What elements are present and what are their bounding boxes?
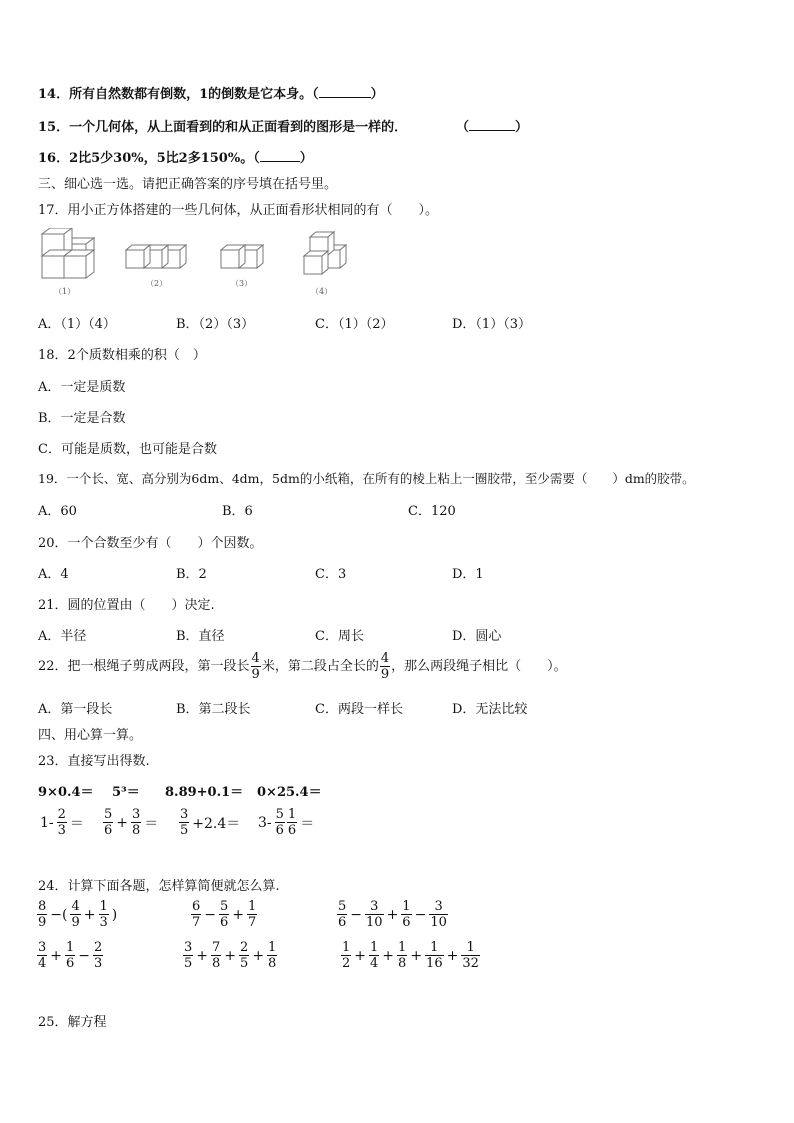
option-a[interactable]: A．（1）（4） xyxy=(38,317,116,332)
calc-expression: $\frac{3}{4}$ + $\frac{1}{6}$ − $\frac{2}{3}$ xyxy=(38,940,103,971)
figure-3 xyxy=(221,245,263,268)
calc-expression: $\frac{6}{7}$ − $\frac{5}{6}$ + $\frac{1}{7}$ xyxy=(192,899,257,930)
figure-label: （1） xyxy=(54,287,76,296)
option-c[interactable]: C．周长 xyxy=(315,629,364,644)
cube-figures xyxy=(36,228,356,300)
option-d[interactable]: D．1 xyxy=(452,567,484,582)
question-24-stem: 24．计算下面各题，怎样算简便就怎么算. xyxy=(38,879,280,894)
calc-expression: $\frac{1}{2}$ + $\frac{1}{4}$ + $\frac{1}{8}$ + $\frac{1}{16}$ + $\frac{1}{32}$ xyxy=(342,940,479,971)
fraction: $\frac{2}{3}$ xyxy=(57,807,66,838)
calc-expression: $\frac{3}{5}$ + $\frac{7}{8}$ + $\frac{2}{5}$ + $\frac{1}{8}$ xyxy=(184,940,277,971)
option-d[interactable]: D．（1）（3） xyxy=(452,317,531,332)
question-21-stem: 21．圆的位置由（ ）决定. xyxy=(38,598,215,613)
option-a[interactable]: A．60 xyxy=(38,504,77,519)
figure-2 xyxy=(126,245,186,268)
close-paren: ） xyxy=(299,151,313,166)
question-20-stem: 20．一个合数至少有（ ）个因数。 xyxy=(38,536,263,551)
option-b[interactable]: B．直径 xyxy=(176,629,225,644)
question-15-answer xyxy=(456,116,528,135)
close-paren: ） xyxy=(370,87,384,102)
calc-item: 9×0.4＝ xyxy=(38,785,94,800)
option-b[interactable]: B．（2）（3） xyxy=(176,317,255,332)
calc-item: 8.89+0.1＝ xyxy=(165,785,244,800)
stem-part: ，那么两段绳子相比（ ）。 xyxy=(391,659,567,674)
question-18-stem: 18．2个质数相乘的积（ ） xyxy=(38,348,206,363)
option-a[interactable]: A．4 xyxy=(38,567,69,582)
option-c[interactable]: C．可能是质数，也可能是合数 xyxy=(38,442,217,457)
question-16-text: 16．2比5少30%，5比2多150%。（ xyxy=(38,151,260,166)
question-14 xyxy=(38,83,384,102)
answer-blank[interactable] xyxy=(469,130,515,131)
option-c[interactable]: C．3 xyxy=(315,567,347,582)
question-17-stem: 17．用小正方体搭建的一些几何体，从正面看形状相同的有（ ）。 xyxy=(38,203,439,218)
fraction: $\frac{3}{8}$ xyxy=(132,807,141,838)
question-15-text: 15．一个几何体，从上面看到的和从正面看到的图形是一样的． xyxy=(38,120,408,135)
option-d[interactable]: D．圆心 xyxy=(452,629,502,644)
option-c[interactable]: C．120 xyxy=(408,504,456,519)
figure-label: （4） xyxy=(311,287,333,296)
calc-item: 1- $\frac{2}{3}$ ＝ xyxy=(40,807,84,838)
calc-expression: $\frac{5}{6}$ − $\frac{3}{10}$ + $\frac{1}{6}$ − $\frac{3}{10}$ xyxy=(338,899,447,930)
fraction: $\frac{4}{9}$ xyxy=(251,651,260,682)
option-b[interactable]: B．一定是合数 xyxy=(38,411,126,426)
calc-item: 5³＝ xyxy=(112,785,140,800)
figure-label: （2） xyxy=(146,279,168,288)
calc-item: 3- $\frac{5}{6}$ $\frac{1}{6}$ ＝ xyxy=(258,807,315,838)
stem-part: 米，第二段占全长的 xyxy=(261,659,379,674)
option-b[interactable]: B．2 xyxy=(176,567,207,582)
question-25-stem: 25．解方程 xyxy=(38,1015,107,1030)
option-b[interactable]: B．第二段长 xyxy=(176,702,251,717)
question-14-text: 14．所有自然数都有倒数，1的倒数是它本身。（ xyxy=(38,87,319,102)
open-paren: （ xyxy=(456,120,470,135)
calc-item: $\frac{3}{5}$ +2.4＝ xyxy=(180,807,241,838)
figure-1 xyxy=(42,228,94,278)
question-19-stem: 19．一个长、宽、高分别为6dm、4dm，5dm的小纸箱，在所有的棱上粘上一圈胶带，至少需要（ ）dm的胶带。 xyxy=(38,471,695,486)
calc-item: 0×25.4＝ xyxy=(257,785,322,800)
option-c[interactable]: C．两段一样长 xyxy=(315,702,403,717)
option-a[interactable]: A．第一段长 xyxy=(38,702,113,717)
fraction: $\frac{4}{9}$ xyxy=(380,651,390,682)
question-15 xyxy=(38,116,407,135)
fraction: $\frac{5}{6}$ xyxy=(275,807,284,838)
option-a[interactable]: A．一定是质数 xyxy=(38,380,126,395)
answer-blank[interactable] xyxy=(260,161,300,162)
fraction: $\frac{1}{6}$ xyxy=(287,807,297,838)
option-c[interactable]: C．（1）（2） xyxy=(315,317,394,332)
close-paren: ） xyxy=(515,120,529,135)
option-b[interactable]: B．6 xyxy=(222,504,253,519)
option-a[interactable]: A．半径 xyxy=(38,629,87,644)
fraction: $\frac{5}{6}$ xyxy=(104,807,113,838)
figure-4 xyxy=(304,232,346,274)
answer-blank[interactable] xyxy=(319,97,371,98)
fraction: $\frac{3}{5}$ xyxy=(180,807,189,838)
calc-expression: $\frac{8}{9}$ −( $\frac{4}{9}$ + $\frac{1}{3}$ ) xyxy=(38,899,118,930)
section-4-heading: 四、用心算一算。 xyxy=(38,728,143,743)
calc-item: $\frac{5}{6}$ + $\frac{3}{8}$ ＝ xyxy=(104,807,159,838)
question-22-stem xyxy=(38,652,567,681)
question-16 xyxy=(38,147,313,166)
section-3-heading: 三、细心选一选。请把正确答案的序号填在括号里。 xyxy=(38,177,338,192)
figure-label: （3） xyxy=(231,279,253,288)
question-23-stem: 23．直接写出得数. xyxy=(38,754,150,769)
option-d[interactable]: D．无法比较 xyxy=(452,702,528,717)
stem-part: 22．把一根绳子剪成两段，第一段长 xyxy=(38,659,250,674)
